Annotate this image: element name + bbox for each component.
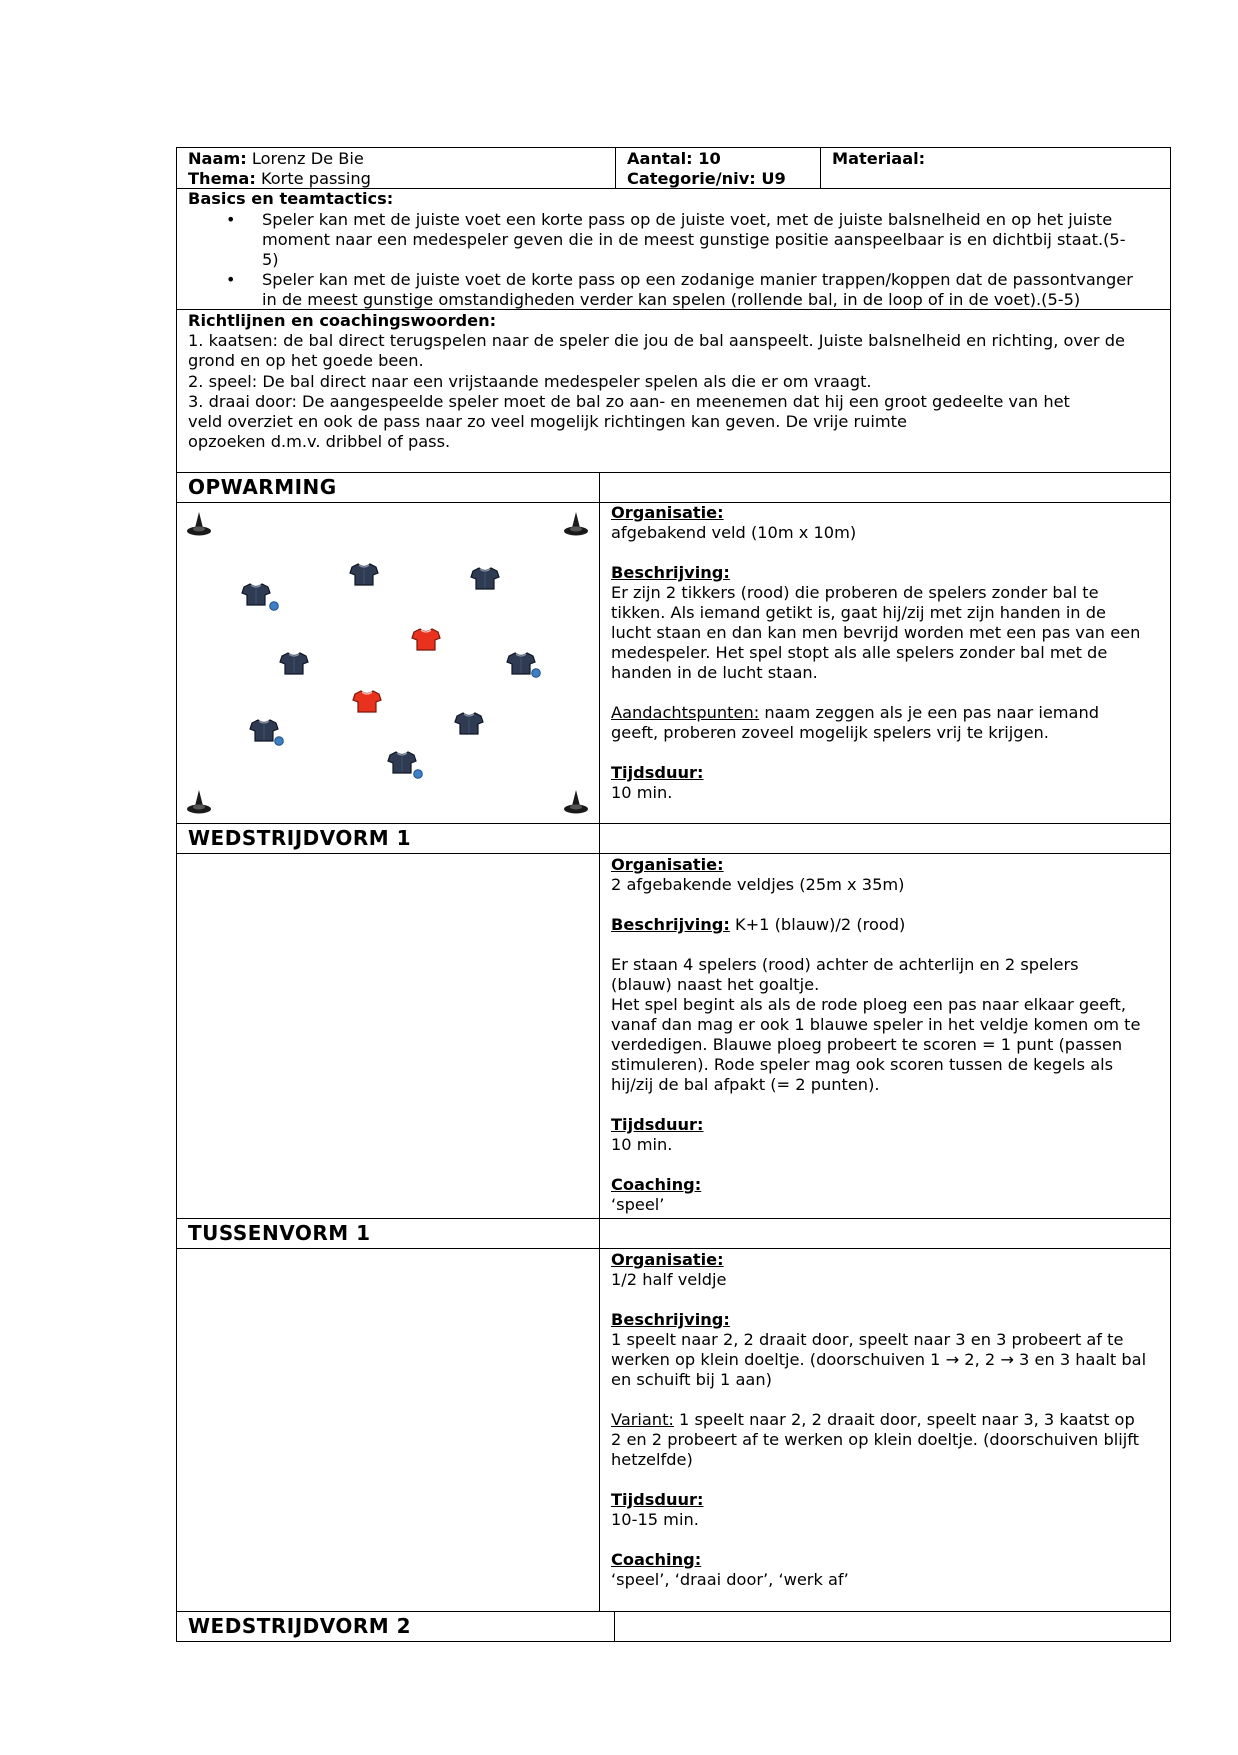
tussenvorm1-variant-line1 — [611, 1410, 1135, 1430]
wedstrijdvorm1-beschrijving-line0 — [611, 915, 905, 935]
opwarming-beschrijving-line1: Er zijn 2 tikkers (rood) die proberen de spelers zonder bal te — [611, 583, 1099, 602]
tussenvorm1-coaching-label: Coaching: — [611, 1550, 702, 1569]
tussenvorm1-variant-text: 1 speelt naar 2, 2 draait door, speelt naar 3, 3 kaatst op — [673, 1410, 1135, 1429]
naam-label: Naam: — [188, 149, 247, 168]
opwarming-aandacht-line1 — [611, 703, 1099, 723]
wedstrijdvorm1-title: WEDSTRIJDVORM 1 — [188, 826, 412, 850]
tussenvorm1-organisatie-label: Organisatie: — [611, 1250, 724, 1269]
thema-label: Thema: — [188, 169, 256, 188]
richtlijnen-line2: grond en op het goede been. — [188, 351, 424, 370]
wedstrijdvorm1-beschrijving-line2: (blauw) naast het goaltje. — [611, 975, 820, 994]
tussenvorm1-title: TUSSENVORM 1 — [188, 1221, 371, 1245]
shirt-icon — [280, 653, 308, 674]
cone-icon — [564, 512, 588, 536]
tussenvorm1-coaching-text: ‘speel’, ‘draai door’, ‘werk af’ — [611, 1570, 849, 1589]
ball-icon — [275, 737, 284, 746]
shirt-icon — [507, 653, 535, 674]
shirt-icon — [455, 713, 483, 734]
wedstrijdvorm1-title-right-cell — [599, 823, 1171, 854]
basics-bullet2-line1: Speler kan met de juiste voet de korte pass op een zodanige manier trappen/koppen dat de passontvanger — [262, 270, 1133, 289]
wedstrijdvorm1-diagram-cell — [176, 853, 600, 1219]
richtlijnen-line3: 2. speel: De bal direct naar een vrijstaande medespeler spelen als die er om vraagt. — [188, 372, 872, 391]
basics-bullet1-line3: 5) — [262, 250, 279, 269]
tussenvorm1-diagram-cell — [176, 1248, 600, 1612]
wedstrijdvorm1-beschrijving-line6: stimuleren). Rode speler mag ook scoren tussen de kegels als — [611, 1055, 1114, 1074]
materiaal-label: Materiaal: — [832, 149, 926, 168]
richtlijnen-title: Richtlijnen en coachingswoorden: — [188, 311, 497, 330]
tussenvorm1-variant-label: Variant: — [611, 1410, 674, 1429]
basics-title: Basics en teamtactics: — [188, 189, 394, 208]
tussenvorm1-title-right-cell — [599, 1218, 1171, 1249]
wedstrijdvorm1-organisatie-label: Organisatie: — [611, 855, 724, 874]
shirt-icon — [250, 720, 278, 741]
ball-icon — [532, 669, 541, 678]
wedstrijdvorm1-organisatie-text: 2 afgebakende veldjes (25m x 35m) — [611, 875, 905, 894]
tussenvorm1-organisatie-text: 1/2 half veldje — [611, 1270, 727, 1289]
basics-bullet1-line2: moment naar een medespeler geven die in de meest gunstige positie aanspeelbaar is en dichtbij staat.(5- — [262, 230, 1126, 249]
opwarming-organisatie-text: afgebakend veld (10m x 10m) — [611, 523, 857, 542]
cone-icon — [187, 512, 211, 536]
opwarming-beschrijving-line4: medespeler. Het spel stopt als alle spelers zonder bal met de — [611, 643, 1108, 662]
tussenvorm1-beschrijving-label: Beschrijving: — [611, 1310, 730, 1329]
cone-icon — [187, 790, 211, 814]
wedstrijdvorm1-beschrijving-line3: Het spel begint als als de rode ploeg een pas naar elkaar geeft, — [611, 995, 1126, 1014]
tussenvorm1-beschrijving-line2: werken op klein doeltje. (doorschuiven 1 → 2, 2 → 3 en 3 haalt bal — [611, 1350, 1147, 1369]
opwarming-beschrijving-line5: handen in de lucht staan. — [611, 663, 818, 682]
opwarming-tijdsduur-label: Tijdsduur: — [611, 763, 704, 782]
wedstrijdvorm1-beschrijving-line1: Er staan 4 spelers (rood) achter de achterlijn en 2 spelers — [611, 955, 1079, 974]
shirt-icon — [242, 584, 270, 605]
wedstrijdvorm1-beschrijving-line5: verdedigen. Blauwe ploeg probeert te scoren = 1 punt (passen — [611, 1035, 1123, 1054]
tussenvorm1-variant-line3: hetzelfde) — [611, 1450, 693, 1469]
basics-bullet2-line2: in de meest gunstige omstandigheden verder kan spelen (rollende bal, in de loop of in de voet).(5-5) — [262, 290, 1081, 309]
tussenvorm1-variant-line2: 2 en 2 probeert af te werken op klein doeltje. (doorschuiven blijft — [611, 1430, 1139, 1449]
wedstrijdvorm1-beschrijving-line4: vanaf dan mag er ook 1 blauwe speler in het veldje komen om te — [611, 1015, 1141, 1034]
opwarming-beschrijving-line2: tikken. Als iemand getikt is, gaat hij/zij met zijn handen in de — [611, 603, 1106, 622]
opwarming-organisatie-label: Organisatie: — [611, 503, 724, 522]
tussenvorm1-beschrijving-line1: 1 speelt naar 2, 2 draait door, speelt naar 3 en 3 probeert af te — [611, 1330, 1124, 1349]
bullet-icon: • — [226, 210, 236, 229]
wedstrijdvorm2-title: WEDSTRIJDVORM 2 — [188, 1614, 412, 1638]
opwarming-beschrijving-line3: lucht staan en dan kan men bevrijd worden met een pas van een — [611, 623, 1141, 642]
wedstrijdvorm1-tijdsduur-label: Tijdsduur: — [611, 1115, 704, 1134]
opwarming-tijdsduur-text: 10 min. — [611, 783, 673, 802]
shirt-icon — [412, 629, 440, 650]
richtlijnen-line6: opzoeken d.m.v. dribbel of pass. — [188, 432, 451, 451]
opwarming-title: OPWARMING — [188, 475, 337, 499]
wedstrijdvorm1-beschrijving-line7: hij/zij de bal afpakt (= 2 punten). — [611, 1075, 880, 1094]
opwarming-aandacht-label: Aandachtspunten: — [611, 703, 760, 722]
tussenvorm1-tijdsduur-label: Tijdsduur: — [611, 1490, 704, 1509]
ball-icon — [270, 602, 279, 611]
wedstrijdvorm1-tijdsduur-text: 10 min. — [611, 1135, 673, 1154]
tussenvorm1-tijdsduur-text: 10-15 min. — [611, 1510, 699, 1529]
aantal-label: Aantal: 10 — [627, 149, 721, 168]
richtlijnen-line4: 3. draai door: De aangespeelde speler moet de bal zo aan- en meenemen dat hij een groot gedeelte van het — [188, 392, 1070, 411]
thema-value: Korte passing — [260, 169, 371, 188]
tussenvorm1-beschrijving-line3: en schuift bij 1 aan) — [611, 1370, 772, 1389]
cone-icon — [564, 790, 588, 814]
richtlijnen-line1: 1. kaatsen: de bal direct terugspelen naar de speler die jou de bal aanspeelt. Juiste balsnelheid en richting, over de — [188, 331, 1125, 350]
naam-value: Lorenz De Bie — [251, 149, 364, 168]
wedstrijdvorm1-coaching-text: ‘speel’ — [611, 1195, 665, 1214]
wedstrijdvorm1-coaching-label: Coaching: — [611, 1175, 702, 1194]
wedstrijdvorm1-beschrijving-label: Beschrijving: — [611, 915, 730, 934]
opwarming-aandacht-line2: geeft, proberen zoveel mogelijk spelers vrij te krijgen. — [611, 723, 1049, 742]
wedstrijdvorm1-beschrijving-inline: K+1 (blauw)/2 (rood) — [729, 915, 906, 934]
opwarming-title-right-cell — [599, 472, 1171, 503]
opwarming-diagram — [178, 504, 598, 822]
naam-line — [188, 149, 364, 169]
opwarming-beschrijving-label: Beschrijving: — [611, 563, 730, 582]
shirt-icon — [471, 568, 499, 589]
shirt-icon — [388, 752, 416, 773]
thema-line — [188, 169, 371, 189]
shirt-icon — [350, 564, 378, 585]
opwarming-aandacht-text: naam zeggen als je een pas naar iemand — [759, 703, 1100, 722]
richtlijnen-line5: veld overziet en ook de pass naar zo veel mogelijk richtingen kan geven. De vrije ruimte — [188, 412, 907, 431]
basics-bullet1-line1: Speler kan met de juiste voet een korte pass op de juiste voet, met de juiste balsnelheid en op het juiste — [262, 210, 1113, 229]
categorie-label: Categorie/niv: U9 — [627, 169, 786, 188]
wedstrijdvorm2-title-right-cell — [614, 1611, 1171, 1642]
bullet-icon: • — [226, 270, 236, 289]
ball-icon — [414, 770, 423, 779]
shirt-icon — [353, 691, 381, 712]
